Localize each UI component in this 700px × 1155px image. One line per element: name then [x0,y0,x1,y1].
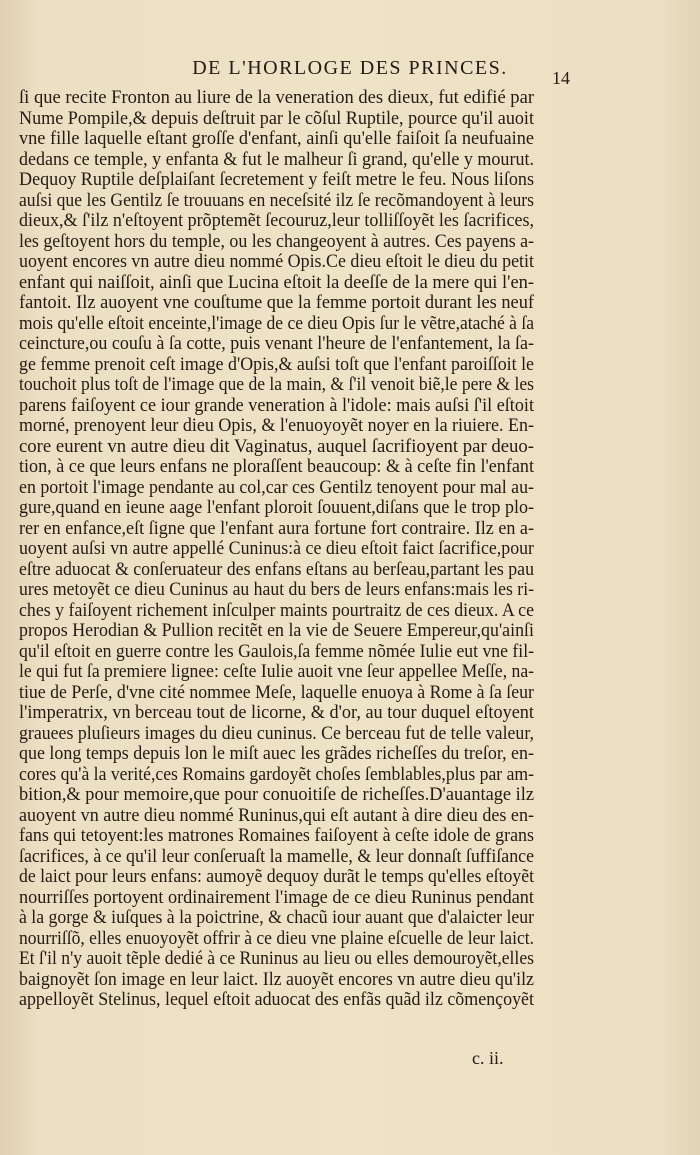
text-line: propos Herodian & Pullion recitẽt en la vie de Seuere Empereur,qu'ainſi [19,620,534,641]
text-line: parens faiſoyent ce iour grande veneration à l'idole: mais auſsi ſ'il eſtoit [19,394,534,416]
text-line: vne fille laquelle eſtant groſſe d'enfant, ainſi qu'elle faiſoit ſa neufuaine [19,128,534,149]
text-line: uoyent auſsi vn autre appellé Cuninus:à ce dieu eſtoit faict ſacrifice,pour [19,538,534,559]
text-line: grauees pluſieurs images du dieu cuninus. Ce berceau fut de telle valeur, [19,722,534,744]
text-line: de laict pour leurs enfans: aumoyẽ dequoy durãt le temps qu'elles eſtoyẽt [19,866,534,887]
text-line: auoyent vn autre dieu nommé Runinus,qui eſt autant à dire dieu des en- [19,804,534,826]
text-line: Dequoy Ruptile deſplaiſant ſecretement y feiſt metre le feu. Nous liſons [19,169,534,190]
text-line: tiue de Perſe, d'vne cité nommee Meſe, laquelle enuoya à Rome à ſa ſeur [19,681,534,703]
text-line: qu'il eſtoit en guerre contre les Gaulois,ſa femme nõmée Iulie eut vne fil- [19,640,534,662]
text-line: dedans ce temple, y enfanta & fut le malheur ſi grand, qu'elle y mourut. [19,148,534,170]
text-line: appelloyẽt Stelinus, lequel eſtoit aduocat des enfãs quãd ilz cõmençoyẽt [19,989,534,1010]
text-line: core eurent vn autre dieu dit Vaginatus, auquel ſacrifioyent par deuo- [19,435,534,457]
text-line: fans qui tetoyent:les matrones Romaines faiſoyent à ceſte idole de grans [19,825,534,846]
text-line: ſacrifices, à ce qu'il leur conſeruaſt la mamelle, & leur donnaſt ſuffiſance [19,845,534,867]
text-line: Nume Pompile,& depuis deſtruit par le cõſul Ruptile, pource qu'il auoit [19,107,534,129]
text-line: mois qu'elle eſtoit enceinte,l'image de ce dieu Opis ſur le vẽtre,ataché à ſa [19,312,534,334]
text-line: ceincture,ou couſu à ſa cotte, puis venant l'heure de l'enfantement, la ſa- [19,333,534,354]
text-line: en portoit l'image pendante au col,car ces Gentilz tenoyent pour mal au- [19,476,534,498]
running-title: DE L'HORLOGE DES PRINCES. [192,57,508,79]
text-line: enfant qui naiſſoit, ainſi que Lucina eſtoit la deeſſe de la mere qui l'en- [19,271,534,293]
text-line: à la gorge & iuſques à la poictrine, & chacũ iour auant que d'alaicter leur [19,907,534,928]
text-line: baignoyẽt ſon image en leur laict. Ilz auoyẽt encores vn autre dieu qu'ilz [19,968,534,990]
text-line: rer en enfance,eſt ſigne que l'enfant aura fortune fort contraire. Ilz en a- [19,517,534,539]
text-line: cores qu'à la verité,ces Romains gardoyẽt choſes ſemblables,plus par am- [19,763,534,785]
text-line: bition,& pour memoire,que pour conuoitiſe de richeſſes.D'auantage ilz [19,784,534,805]
text-line: morné, prenoyent leur dieu Opis, & l'enuoyoyẽt noyer en la riuiere. En- [19,415,534,436]
text-line: nourriſſõ, elles enuoyoyẽt offrir à ce dieu vne plaine eſcuelle de leur laict. [19,927,534,949]
text-line: tion, à ce que leurs enfans ne ploraſſent beaucoup: & à ceſte fin l'enfant [19,456,534,477]
text-line: fantoit. Ilz auoyent vne couſtume que la femme portoit durant les neuf [19,292,534,313]
text-line: uoyent encores vn autre dieu nommé Opis.Ce dieu eſtoit le dieu du petit [19,251,534,272]
text-line: auſsi que les Gentilz ſe trouuans en neceſsité ilz ſe recõmandoyent à leurs [19,189,534,211]
text-line: l'imperatrix, vn berceau tout de licorne, & d'or, au tour duquel eſtoyent [19,702,534,723]
text-line: ures metoyẽt ce dieu Cuninus au haut du bers de leurs enfans:mais les ri- [19,579,534,600]
text-line: dieux,& ſ'ilz n'eſtoyent prõptemẽt ſecouruz,leur tolliſſoyẽt les ſacrifices, [19,210,534,231]
signature-mark: c. ii. [472,1048,504,1068]
text-line: touchoit plus toſt de l'image que de la main, & ſ'il venoit biẽ,le pere & les [19,374,534,395]
text-line: nourriſſes portoyent ordinairement l'image de ce dieu Runinus pendant [19,886,534,908]
text-line: que long temps depuis lon le miſt auec les grãdes richeſſes du treſor, en- [19,743,534,764]
text-line: ſi que recite Fronton au liure de la veneration des dieux, fut edifié par [19,87,534,108]
text-line: ge femme prenoit ceſt image d'Opis,& auſsi toſt que l'enfant paroiſſoit le [19,353,534,375]
text-line: Et ſ'il n'y auoit tẽple dedié à ce Runinus au lieu ou elles demouroyẽt,elles [19,948,534,969]
body-text [19,88,534,1011]
text-line: gure,quand en ieune aage l'enfant ploroit ſouuent,diſans que le trop plo- [19,497,534,518]
text-line: ches y faiſoyent richement inſculper maints pourtraitz de ces dieux. A ce [19,599,534,621]
text-line: eſtre aduocat & conſeruateur des enfans eſtans au berſeau,partant les pau [19,558,534,580]
text-line: les geſtoyent hors du temple, ou les changeoyent à autres. Ces payens a- [19,230,534,252]
page-number: 14 [552,68,570,88]
text-line: le qui fut ſa premiere lignee: ceſte Iulie auoit vne ſeur appellee Meſſe, na- [19,661,534,682]
